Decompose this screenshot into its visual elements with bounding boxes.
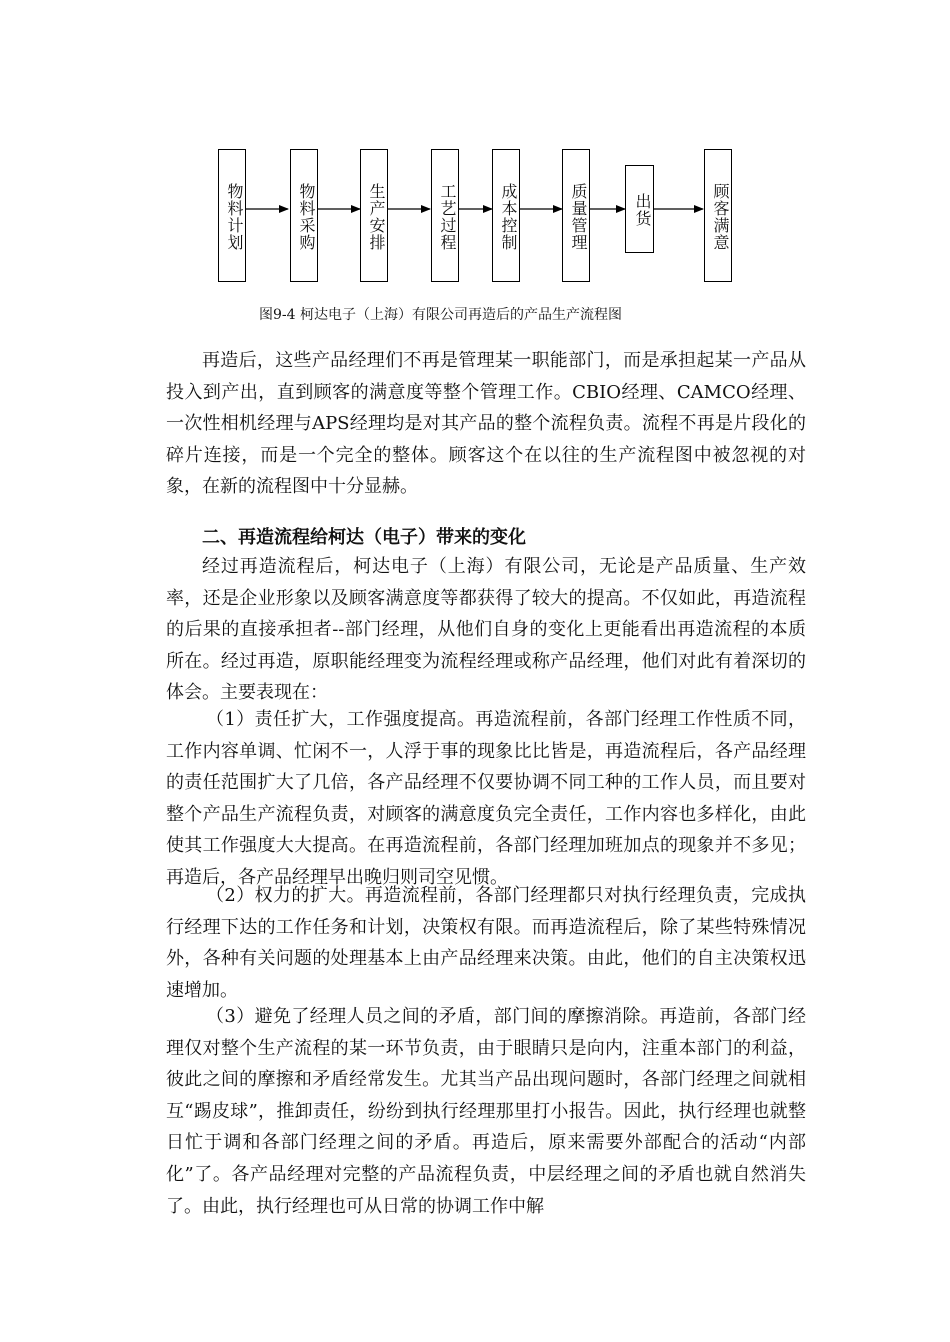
flow-box-process: [431, 149, 459, 282]
process-flowchart: [0, 0, 950, 300]
paragraph-4: [166, 880, 806, 1006]
flow-box-label: 工艺过程: [438, 182, 457, 251]
flow-box-label: 顾客满意: [711, 182, 730, 251]
figure-caption: 图9-4 柯达电子（上海）有限公司再造后的产品生产流程图: [259, 307, 622, 323]
paragraph-text: （1）责任扩大，工作强度提高。再造流程前，各部门经理工作性质不同，工作内容单调、忙闲不一，人浮于事的现象比比皆是，再造流程后，各产品经理的责任范围扩大了几倍，各产品经理不仅要协调不同工种的工作人员，而且要对整个产品生产流程负责，对顾客的满意度负完全责任，工作内容也多样化，由此使其工作强度大大提高。在再造流程前，各部门经理加班加点的现象并不多见；再造后，各产品经理早出晚归则司空见惯。: [166, 709, 806, 888]
flow-box-shipping: [625, 165, 654, 253]
paragraph-text: （3）避免了经理人员之间的矛盾，部门间的摩擦消除。再造前，各部门经理仅对整个生产流程的某一环节负责，由于眼睛只是向内，注重本部门的利益，彼此之间的摩擦和矛盾经常发生。尤其当产品出现问题时，各部门经理之间就相互“踢皮球”，推卸责任，纷纷到执行经理那里打小报告。因此，执行经理也就整日忙于调和各部门经理之间的矛盾。再造后，原来需要外部配合的活动“内部化”了。各产品经理对完整的产品流程负责，中层经理之间的矛盾也就自然消失了。由此，执行经理也可从日常的协调工作中解: [166, 1006, 806, 1217]
flow-box-material-purchase: [290, 149, 318, 282]
flow-box-quality-management: [562, 149, 590, 282]
flow-box-label: 生产安排: [367, 182, 386, 251]
flow-box-label: 成本控制: [499, 182, 518, 251]
flow-box-label: 质量管理: [569, 182, 588, 251]
flow-box-production-schedule: [360, 149, 388, 282]
flow-box-cost-control: [492, 149, 520, 282]
flow-box-customer-satisfaction: [704, 149, 732, 282]
paragraph-text: 经过再造流程后，柯达电子（上海）有限公司，无论是产品质量、生产效率，还是企业形象以及顾客满意度等都获得了较大的提高。不仅如此，再造流程的后果的直接承担者--部门经理，从他们自身的变化上更能看出再造流程的本质所在。经过再造，原职能经理变为流程经理或称产品经理，他们对此有着深切的体会。主要表现在：: [166, 556, 806, 704]
paragraph-1: [166, 345, 806, 503]
paragraph-text: 再造后，这些产品经理们不再是管理某一职能部门，而是承担起某一产品从投入到产出，直到顾客的满意度等整个管理工作。CBIO经理、CAMCO经理、一次性相机经理与APS经理均是对其产品的整个流程负责。流程不再是片段化的碎片连接，而是一个完全的整体。顾客这个在以往的生产流程图中被忽视的对象，在新的流程图中十分显赫。: [166, 350, 806, 498]
flow-box-label: 物料计划: [225, 182, 244, 251]
paragraph-2: [166, 551, 806, 709]
flowchart-arrows: [0, 0, 950, 300]
paragraph-3: [166, 704, 806, 894]
paragraph-5: [166, 1001, 806, 1222]
flow-box-material-plan: [218, 149, 246, 282]
flow-box-label: 物料采购: [297, 182, 316, 251]
section-heading: 二、再造流程给柯达（电子）带来的变化: [202, 527, 526, 548]
paragraph-text: （2）权力的扩大。再造流程前，各部门经理都只对执行经理负责，完成执行经理下达的工作任务和计划，决策权有限。而再造流程后，除了某些特殊情况外，各种有关问题的处理基本上由产品经理来决策。由此，他们的自主决策权迅速增加。: [166, 885, 806, 1001]
flow-box-label: 出货: [633, 193, 652, 227]
